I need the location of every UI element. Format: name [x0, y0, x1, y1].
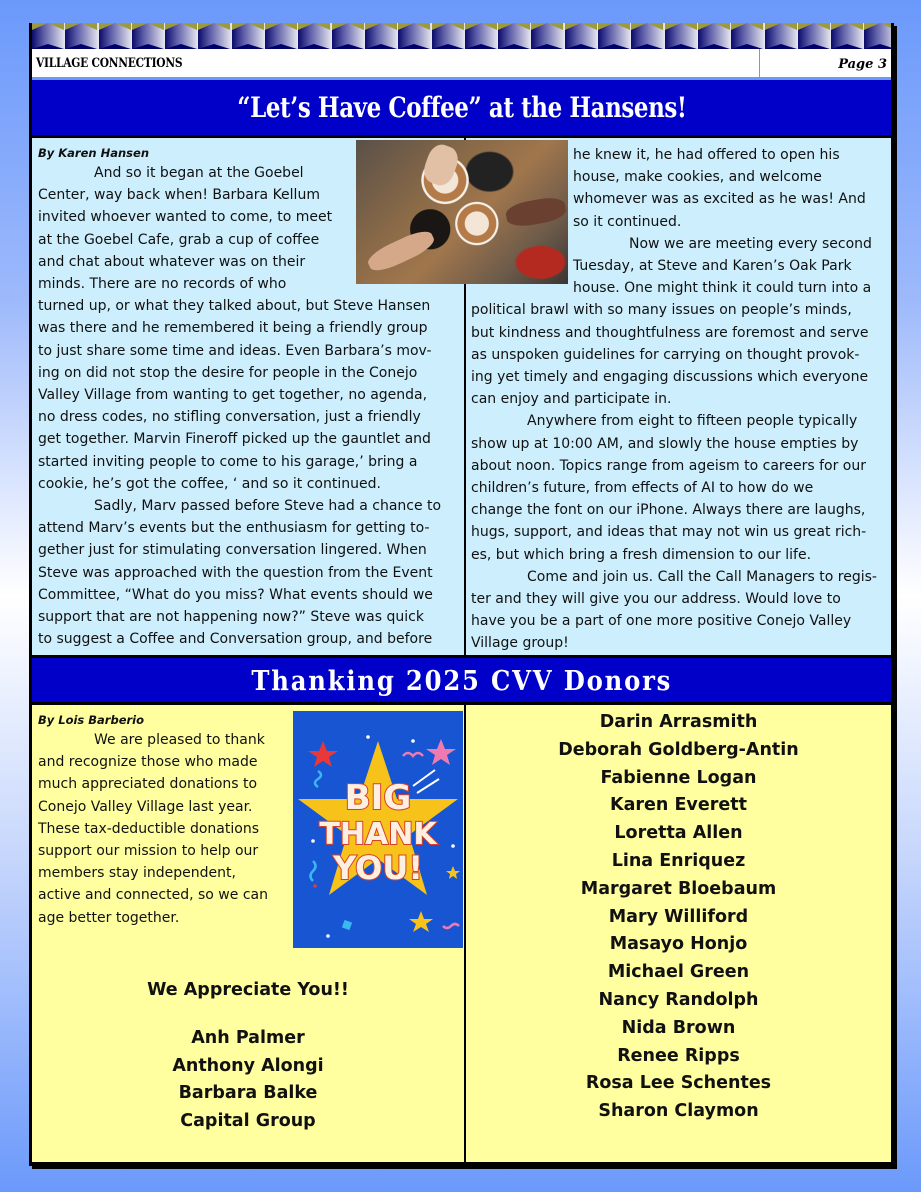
newsletter-title: VILLAGE CONNECTIONS	[36, 56, 183, 71]
donor-name: Loretta Allen	[614, 823, 743, 844]
text-line: These tax-deductible donations	[38, 820, 259, 837]
article1-headline: “Let’s Have Coffee” at the Hansens!	[236, 91, 687, 124]
svg-text:THANK: THANK	[319, 817, 437, 852]
donor-name: Sharon Claymon	[598, 1101, 759, 1122]
text-line: turned up, or what they talked about, but Steve Hansen	[38, 298, 431, 315]
text-line: as unspoken guidelines for carrying on thought provok-	[471, 346, 860, 363]
text-line: Sadly, Marv passed before Steve had a chance to	[94, 498, 442, 515]
text-line: house, make cookies, and welcome	[573, 169, 822, 186]
donor-name: Barbara Balke	[178, 1083, 318, 1104]
text-line: get together. Marvin Fineroff picked up the gauntlet and	[38, 431, 431, 448]
text-line: have you be a part of one more positive Conejo Valley	[471, 613, 852, 630]
text-line: Steve was approached with the question from the Event	[38, 564, 433, 581]
donor-name: Anthony Alongi	[172, 1055, 324, 1076]
newsletter-page	[29, 23, 894, 1166]
text-line: so it continued.	[573, 213, 682, 230]
text-line: but kindness and thoughtfulness are foremost and serve	[471, 324, 869, 341]
text-line: Center, way back when! Barbara Kellum	[38, 187, 320, 204]
text-line: Valley Village from wanting to get together, no agenda,	[38, 387, 428, 404]
text-line: at the Goebel Cafe, grab a cup of coffee	[38, 231, 320, 248]
donor-name: Michael Green	[607, 962, 750, 983]
donor-name: Darin Arrasmith	[599, 712, 758, 732]
text-line: change the font on our iPhone. Always there are laughs,	[471, 502, 866, 519]
appreciate-heading: We Appreciate You!!	[147, 980, 349, 1000]
article2-byline: By Lois Barberio	[38, 713, 145, 727]
text-line: gether just for stimulating conversation lingered. When	[38, 542, 427, 559]
text-line: invited whoever wanted to come, to meet	[38, 209, 333, 226]
donor-name: Lina Enriquez	[611, 850, 746, 871]
donor-list-left	[32, 1025, 464, 1136]
masthead	[32, 49, 891, 80]
text-line: cookie, he’s got the coffee, ‘ and so it continued.	[38, 475, 381, 492]
text-line: can enjoy and participate in.	[471, 391, 672, 408]
text-line: Tuesday, at Steve and Karen’s Oak Park	[573, 258, 852, 275]
big-thank-you-image	[293, 711, 463, 948]
text-line: age better together.	[38, 909, 180, 926]
donor-name: Capital Group	[180, 1111, 316, 1132]
text-line: Conejo Valley Village last year.	[38, 798, 253, 815]
text-line: attend Marv’s events but the enthusiasm for getting to-	[38, 520, 430, 537]
text-line: much appreciated donations to	[38, 776, 258, 793]
page-number: Page 3	[838, 57, 887, 72]
text-line: hugs, support, and ideas that may not win us great rich-	[471, 524, 867, 541]
text-line: We are pleased to thank	[94, 732, 265, 748]
svg-text:YOU!: YOU!	[333, 849, 423, 887]
text-line: minds. There are no records of who	[38, 276, 287, 293]
text-line: Anywhere from eight to fifteen people typically	[527, 413, 858, 430]
text-line: show up at 10:00 AM, and slowly the house empties by	[471, 435, 859, 452]
donor-name: Renee Ripps	[617, 1045, 740, 1066]
svg-text:BIG: BIG	[344, 778, 412, 818]
donor-name: Nancy Randolph	[598, 989, 759, 1010]
article2-headline-banner	[32, 655, 891, 705]
article1-byline: By Karen Hansen	[38, 146, 150, 160]
masthead-divider	[759, 49, 760, 80]
text-line: whomever was as excited as he was! And	[573, 191, 866, 208]
donor-name: Margaret Bloebaum	[580, 878, 777, 899]
text-line: to just share some time and ideas. Even Barbara’s mov-	[38, 342, 432, 359]
donor-name: Mary Williford	[608, 906, 749, 927]
text-line: Now we are meeting every second	[629, 235, 872, 252]
text-line: es, but which bring a fresh dimension to our life.	[471, 546, 812, 563]
text-line: he knew it, he had offered to open his	[573, 147, 840, 163]
donor-list-right	[466, 709, 891, 1126]
donor-name: Masayo Honjo	[609, 934, 748, 955]
text-line: active and connected, so we can	[38, 887, 268, 904]
text-line: Village group!	[471, 635, 569, 652]
decorative-header-band	[32, 23, 891, 49]
donor-name: Nida Brown	[621, 1017, 736, 1038]
text-line: to suggest a Coffee and Conversation group, and before	[38, 631, 433, 648]
donor-name: Rosa Lee Schentes	[585, 1073, 772, 1094]
text-line: was there and he remembered it being a friendly group	[38, 320, 428, 337]
text-line: And so it began at the Goebel	[94, 165, 304, 181]
article2-headline: Thanking 2025 CVV Donors	[251, 666, 672, 697]
text-line: Committee, “What do you miss? What events should we	[38, 586, 433, 603]
text-line: support that are not happening now?” Steve was quick	[38, 609, 424, 626]
text-line: ing yet timely and engaging discussions which everyone	[471, 369, 869, 386]
text-line: no dress codes, no stifling conversation, just a friendly	[38, 409, 421, 426]
text-line: members stay independent,	[38, 865, 236, 882]
text-line: support our mission to help our	[38, 843, 259, 860]
donor-name: Karen Everett	[610, 795, 747, 816]
article2	[32, 705, 891, 1162]
article1	[32, 138, 891, 655]
text-line: ing on did not stop the desire for people in the Conejo	[38, 364, 418, 381]
donor-name: Deborah Goldberg-Antin	[558, 739, 799, 760]
donor-name: Anh Palmer	[191, 1028, 305, 1048]
text-line: and recognize those who made	[38, 754, 258, 771]
text-line: about noon. Topics range from ageism to careers for our	[471, 457, 866, 474]
text-line: ter and they will give you our address. Would love to	[471, 591, 841, 608]
donor-name: Fabienne Logan	[600, 767, 757, 788]
text-line: Come and join us. Call the Call Managers to regis-	[527, 568, 877, 585]
text-line: house. One might think it could turn into a	[573, 280, 872, 297]
text-line: started inviting people to come to his garage,’ bring a	[38, 453, 418, 470]
text-line: and chat about whatever was on their	[38, 253, 306, 270]
text-line: political brawl with so many issues on people’s minds,	[471, 302, 852, 319]
article1-headline-banner	[32, 80, 891, 138]
coffee-cups-photo	[356, 140, 568, 284]
text-line: children’s future, from effects of AI to how do we	[471, 480, 814, 497]
